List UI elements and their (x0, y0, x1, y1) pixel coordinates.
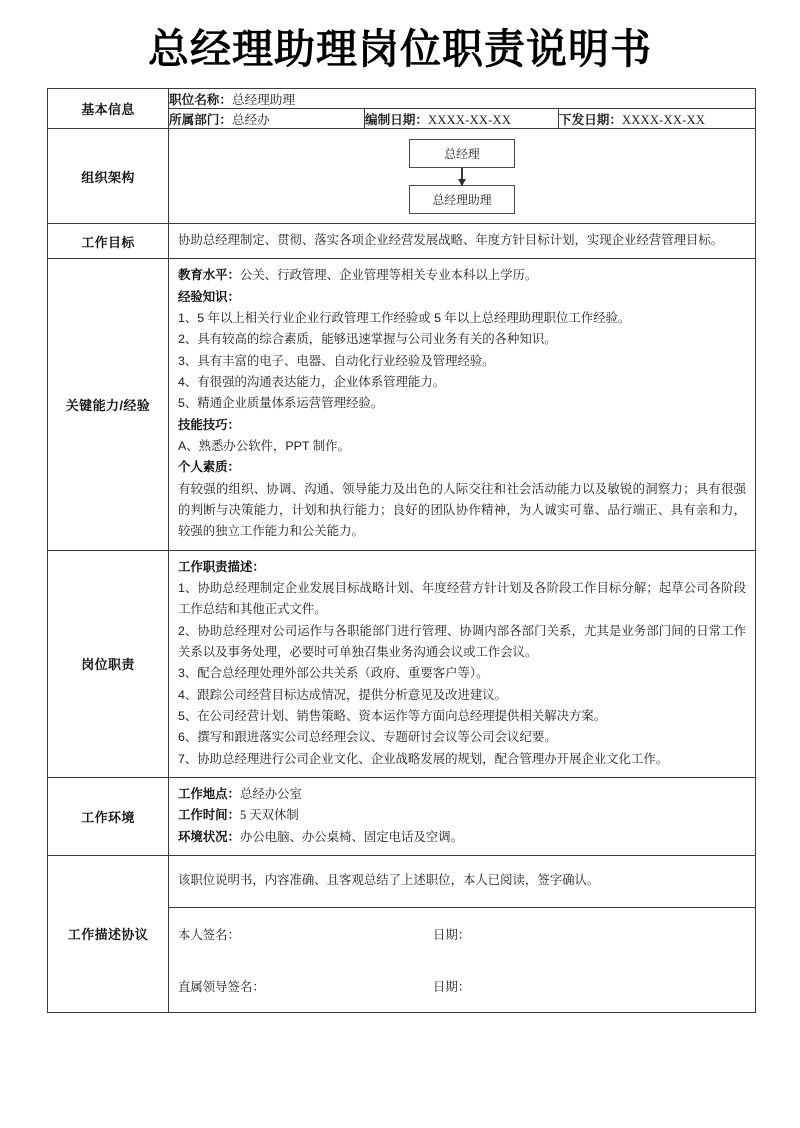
duty-item: 7、协助总经理进行公司企业文化、企业战略发展的规划，配合管理办开展企业文化工作。 (178, 751, 669, 766)
education-text: 公关、行政管理、企业管理等相关专业本科以上学历。 (239, 268, 538, 283)
row-label-work-env: 工作环境 (48, 777, 169, 855)
row-label-duties: 岗位职责 (48, 550, 169, 777)
compile-date-label: 编制日期： (365, 113, 428, 127)
key-ability-body (178, 265, 746, 542)
issue-date-label: 下发日期： (559, 113, 622, 127)
table-row-key-ability (48, 259, 756, 550)
work-hours-line (178, 805, 746, 826)
row-label-agreement: 工作描述协议 (48, 855, 169, 1012)
experience-item: 4、有很强的沟通表达能力，企业体系管理能力。 (178, 374, 446, 389)
key-ability-cell (169, 259, 756, 550)
table-row-org-structure (48, 129, 756, 224)
work-location-heading: 工作地点： (178, 786, 240, 801)
experience-item: 5、精通企业质量体系运营管理经验。 (178, 396, 384, 411)
issue-date-cell (559, 109, 756, 129)
work-condition-text: 办公电脑、办公桌椅、固定电话及空调。 (239, 829, 463, 844)
leader-signature-row (169, 960, 755, 1012)
experience-item: 1、5 年以上相关行业企业行政管理工作经验或 5 年以上总经理助理职位工作经验。 (178, 310, 631, 325)
work-env-cell (169, 777, 756, 855)
row-label-basic-info: 基本信息 (48, 89, 169, 129)
position-name-value: 总经理助理 (231, 93, 295, 107)
experience-item: 2、具有较高的综合素质，能够迅速掌握与公司业务有关的各种知识。 (178, 332, 557, 347)
row-label-key-ability: 关键能力/经验 (48, 259, 169, 550)
compile-date-value: XXXX-XX-XX (427, 113, 512, 127)
duty-item: 5、在公司经营计划、销售策略、资本运作等方面向总经理提供相关解决方案。 (178, 708, 607, 723)
department-cell (169, 109, 365, 129)
work-location-line (178, 784, 746, 805)
agreement-statement: 该职位说明书，内容准确、且客观总结了上述职位，本人已阅读，签字确认。 (169, 856, 755, 908)
position-name-label: 职位名称： (169, 93, 232, 107)
issue-date-value: XXXX-XX-XX (621, 113, 706, 127)
leader-signature-date-label[interactable]: 日期： (433, 979, 471, 994)
org-box-gm-assistant: 总经理助理 (409, 185, 515, 214)
department-value: 总经办 (231, 113, 270, 127)
work-goal-cell (169, 224, 756, 259)
self-signature-row (169, 908, 755, 960)
work-hours-text: 5 天双休制 (239, 808, 299, 823)
self-signature-date-label[interactable]: 日期： (433, 927, 471, 942)
duty-item: 2、协助总经理对公司运作与各职能部门进行管理、协调内部各部门关系，尤其是业务部门间的日常工作关系以及事务处理，必要时可单独召集业务沟通会议或工作会议。 (178, 623, 746, 659)
personal-quality-heading: 个人素质： (178, 460, 240, 475)
education-line (178, 265, 746, 286)
skills-item: A、熟悉办公软件，PPT 制作。 (178, 438, 350, 453)
duty-item: 1、协助总经理制定企业发展目标战略计划、年度经营方针计划及各阶段工作目标分解；起草公司各阶段工作总结和其他正式文件。 (178, 580, 746, 617)
duty-item: 6、撰写和跟进落实公司总经理会议、专题研讨会议等公司会议纪要。 (178, 730, 557, 745)
compile-date-cell (365, 109, 559, 129)
org-box-general-manager: 总经理 (409, 139, 515, 168)
duties-cell (169, 550, 756, 777)
agreement-cell (169, 855, 756, 1012)
experience-heading: 经验知识： (178, 289, 240, 304)
page-title: 总经理助理岗位职责说明书 (148, 25, 652, 73)
row-label-org-structure: 组织架构 (48, 129, 169, 224)
table-row-basic-info-1 (48, 89, 756, 109)
org-chart (169, 129, 755, 223)
duty-item: 3、配合总经理处理外部公共关系（政府、重要客户等）。 (178, 666, 489, 681)
duties-heading: 工作职责描述： (178, 559, 265, 574)
row-label-work-goal: 工作目标 (48, 224, 169, 259)
experience-item: 3、具有丰富的电子、电器、自动化行业经验及管理经验。 (178, 353, 495, 368)
department-label: 所属部门： (169, 113, 232, 127)
table-row-work-goal (48, 224, 756, 259)
skills-heading: 技能技巧： (178, 417, 240, 432)
work-env-body (178, 784, 746, 848)
work-hours-heading: 工作时间： (178, 808, 240, 823)
work-goal-text: 协助总经理制定、贯彻、落实各项企业经营发展战略、年度方针目标计划，实现企业经营管理目标。 (178, 233, 724, 247)
education-heading: 教育水平： (178, 268, 240, 283)
self-signature-label[interactable]: 本人签名： (178, 927, 240, 942)
position-name-cell (169, 89, 756, 109)
work-condition-line (178, 827, 746, 848)
duty-item: 4、跟踪公司经营目标达成情况，提供分析意见及改进建议。 (178, 687, 508, 702)
table-row-duties (48, 550, 756, 777)
work-condition-heading: 环境状况： (178, 829, 240, 844)
work-location-text: 总经办公室 (239, 786, 302, 801)
table-row-work-env (48, 777, 756, 855)
personal-quality-text: 有较强的组织、协调、沟通、领导能力及出色的人际交往和社会活动能力以及敏锐的洞察力；具有很强的判断与决策能力，计划和执行能力；良好的团队协作精神，为人诚实可靠、品行端正、具有亲和力，较强的独立工作能力和公关能力。 (178, 481, 746, 539)
table-row-agreement (48, 855, 756, 1012)
leader-signature-label[interactable]: 直属领导签名： (178, 979, 265, 994)
org-structure-cell (169, 129, 756, 224)
org-arrow-down-icon (461, 168, 463, 185)
job-description-table (47, 88, 756, 1013)
duties-body (178, 557, 746, 770)
